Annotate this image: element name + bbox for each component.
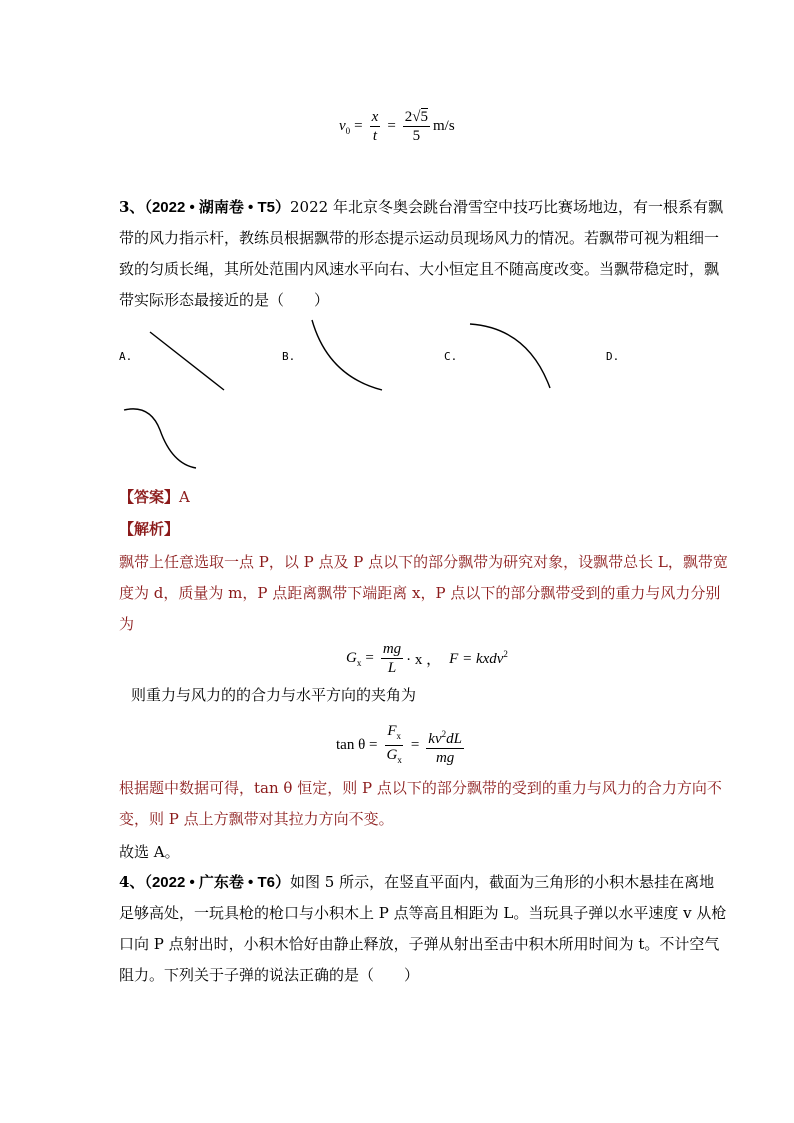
unit-label: m/s	[433, 118, 455, 134]
question-4-line3: 口向 P 点射出时，小积木恰好由静止释放，子弹从射出至击中积木所用时间为 t。不计空气	[119, 935, 720, 953]
question-4-line4: 阻力。下列关于子弹的说法正确的是（ ）	[119, 966, 420, 984]
question-source: （2022 • 湖南卷 • T5）	[144, 199, 290, 216]
formula-tan-theta: tan θ = $\frac{F_x}{G_x}$ = $\frac{kv^2dL}{mg}$	[336, 722, 467, 769]
option-c-label: C.	[444, 350, 458, 363]
question-number: 4、	[119, 873, 145, 891]
fraction-Fx-over-Gx: $\frac{F_x}{G_x}$	[386, 723, 402, 765]
question-source: （2022 • 广东卷 • T6）	[144, 874, 290, 891]
question-number: 3、	[119, 198, 145, 216]
question-4-line2: 足够高处，一玩具枪的枪口与小积木上 P 点等高且相距为 L。当玩具子弹以水平速度 v 从枪	[119, 904, 727, 922]
option-d-label: D.	[606, 350, 620, 363]
conclusion-text: 故选 A。	[119, 843, 180, 861]
formula-wind-force: F = kxdv$^2$	[449, 649, 508, 667]
answer-label: 【答案】	[119, 488, 180, 506]
option-c-diagram	[468, 320, 554, 392]
formula-velocity: $v_0$ = $\frac{x}{t}$ = $\frac{2√5}{5}$ m/s	[339, 109, 455, 144]
formula-gravity-wind: $G_x$ = $\frac{mg}{L}$ · x ， F = kxdv$^2$	[346, 641, 508, 676]
fraction-root: $\frac{2√5}{5}$	[404, 109, 429, 144]
question-3	[119, 192, 723, 316]
analysis-text-3: 根据题中数据可得，tan θ 恒定，则 P 点以下的部分飘带的受到的重力与风力的合力方向不 变，则 P 点上方飘带对其拉力方向不变。	[119, 779, 722, 828]
fraction-x-over-t: $\frac{x}{t}$	[371, 109, 379, 144]
question-3-line1: 3、（2022 • 湖南卷 • T5）2022 年北京冬奥会跳台滑雪空中技巧比赛场地边，有一根系有飘	[119, 198, 723, 216]
question-3-line4: 带实际形态最接近的是（ ）	[119, 291, 330, 309]
question-4	[119, 867, 727, 991]
question-4-line1: 4、（2022 • 广东卷 • T6）如图 5 所示，在竖直平面内，截面为三角形的小积木悬挂在离地	[119, 873, 715, 891]
question-3-line3: 致的匀质长绳，其所处范围内风速水平向右、大小恒定且不随高度改变。当飘带稳定时，飘	[119, 260, 720, 278]
option-a-label: A.	[119, 350, 133, 363]
analysis-text-2: 则重力与风力的的合力与水平方向的夹角为	[131, 686, 417, 704]
answer	[119, 486, 190, 507]
option-d-answer-diagram	[122, 404, 200, 472]
answer-value: A	[179, 488, 190, 506]
option-b-diagram	[308, 318, 388, 394]
question-3-line2: 带的风力指示杆，教练员根据飘带的形态提示运动员现场风力的情况。若飘带可视为粗细一	[119, 229, 720, 247]
fraction-mg-over-L: $\frac{mg}{L}$	[382, 641, 402, 676]
analysis-text-1: 飘带上任意选取一点 P，以 P 点及 P 点以下的部分飘带为研究对象，设飘带总长 L，飘带宽 度为 d，质量为 m，P 点距离飘带下端距离 x，P 点以下的部分飘带受到的重力与风力分别 为	[119, 553, 728, 633]
option-a-diagram	[148, 330, 228, 394]
option-b-label: B.	[282, 350, 296, 363]
fraction-kv2dL-over-mg: $\frac{kv^2dL}{mg}$	[426, 725, 464, 767]
formula-lhs: $v_0$	[339, 117, 351, 136]
analysis-label: 【解析】	[119, 520, 180, 538]
